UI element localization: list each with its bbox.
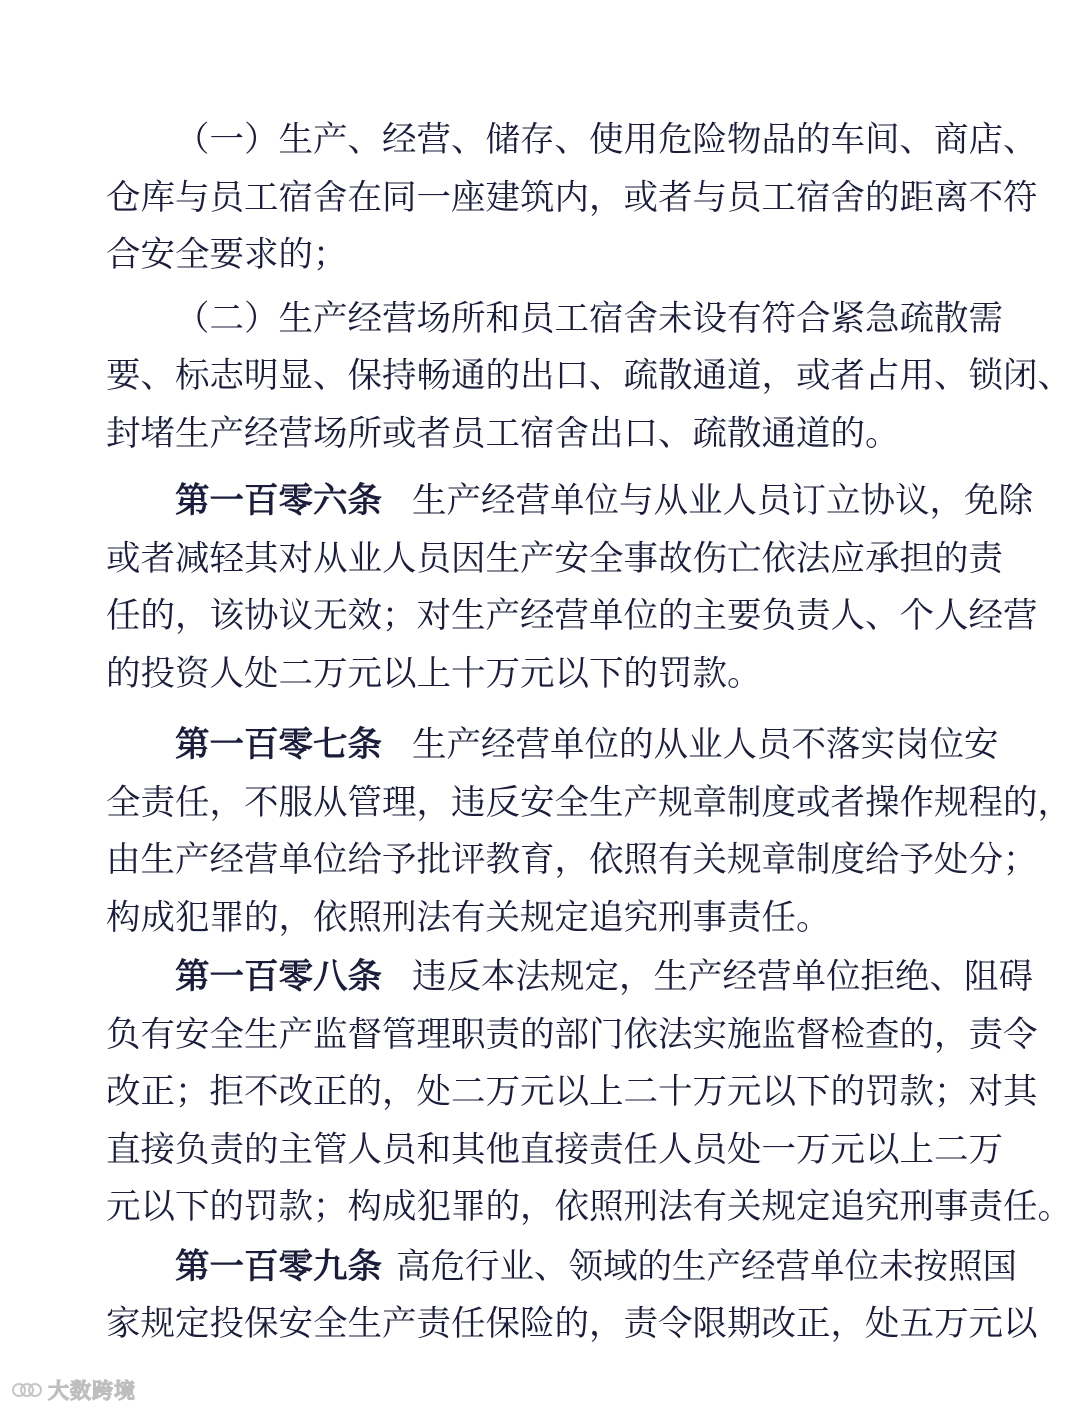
text-line: 元以下的罚款；构成犯罪的，依照刑法有关规定追究刑事责任。 — [106, 1187, 1072, 1227]
text-line — [106, 1239, 1017, 1297]
article-107 — [106, 717, 1072, 947]
text-line: （一）生产、经营、储存、使用危险物品的车间、商店、 — [175, 120, 1038, 160]
article-109 — [106, 1239, 1038, 1354]
text-line: 家规定投保安全生产责任保险的，责令限期改正，处五万元以 — [106, 1304, 1038, 1344]
watermark-text: 大数跨境 — [48, 1379, 136, 1403]
article-heading: 第一百零七条 — [175, 725, 382, 765]
article-text: 高危行业、领域的生产经营单位未按照国 — [396, 1246, 1017, 1287]
text-line: 要、标志明显、保持畅通的出口、疏散通道，或者占用、锁闭、 — [106, 356, 1072, 396]
text-line — [106, 717, 999, 775]
article-108 — [106, 949, 1072, 1237]
watermark — [12, 1376, 136, 1404]
text-line: 合安全要求的； — [106, 235, 348, 275]
list-item-1 — [106, 112, 1038, 285]
text-line: 负有安全生产监督管理职责的部门依法实施监督检查的，责令 — [106, 1014, 1038, 1055]
text-line: （二）生产经营场所和员工宿舍未设有符合紧急疏散需 — [175, 298, 1003, 339]
text-line: 由生产经营单位给予批评教育，依照有关规章制度给予处分； — [106, 840, 1038, 880]
text-line: 构成犯罪的，依照刑法有关规定追究刑事责任。 — [106, 897, 831, 938]
article-heading: 第一百零六条 — [175, 481, 382, 521]
text-line: 仓库与员工宿舍在同一座建筑内，或者与员工宿舍的距离不符 — [106, 177, 1038, 218]
text-line: 改正；拒不改正的，处二万元以上二十万元以下的罚款；对其 — [106, 1072, 1038, 1112]
article-text: 生产经营单位的从业人员不落实岗位安 — [412, 725, 999, 765]
text-line: 封堵生产经营场所或者员工宿舍出口、疏散通道的。 — [106, 413, 900, 454]
brand-logo-icon — [12, 1379, 42, 1401]
text-line: 全责任，不服从管理，违反安全生产规章制度或者操作规程的， — [106, 782, 1072, 823]
text-line: 或者减轻其对从业人员因生产安全事故伤亡依法应承担的责 — [106, 538, 1003, 579]
article-text: 生产经营单位与从业人员订立协议，免除 — [412, 481, 1033, 521]
article-heading: 第一百零八条 — [175, 957, 382, 997]
text-line: 的投资人处二万元以上十万元以下的罚款。 — [106, 653, 762, 694]
article-106 — [106, 473, 1038, 703]
article-heading: 第一百零九条 — [175, 1246, 382, 1287]
document-body — [106, 112, 1072, 1354]
text-line — [106, 949, 1033, 1007]
article-text: 违反本法规定，生产经营单位拒绝、阻碍 — [412, 957, 1033, 997]
text-line: 任的，该协议无效；对生产经营单位的主要负责人、个人经营 — [106, 596, 1038, 636]
text-line — [106, 473, 1033, 531]
text-line: 直接负责的主管人员和其他直接责任人员处一万元以上二万 — [106, 1129, 1003, 1170]
list-item-2 — [106, 291, 1072, 464]
